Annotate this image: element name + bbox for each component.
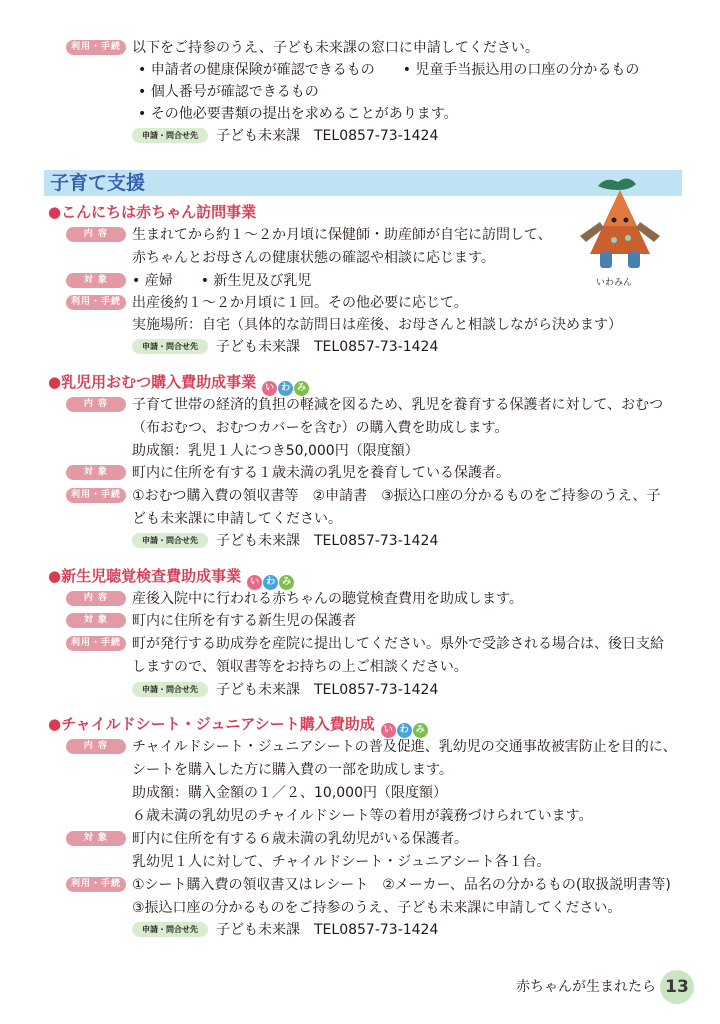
s3-contact-row — [0, 679, 720, 701]
tag-contact: 申請・問合せ先 — [132, 339, 208, 354]
s3-procedure-row — [0, 633, 720, 655]
top-bullet-3: • その他必要書類の提出を求めることがあります。 — [138, 106, 458, 122]
heading-baby-visit: ●こんにちは赤ちゃん訪問事業 — [48, 203, 257, 221]
s2-content-1: 子育て世帯の経済的負担の軽減を図るため、乳児を養育する保護者に対して、おむつ — [132, 397, 664, 413]
s1-target-row — [0, 270, 720, 292]
top-bullet-row — [0, 59, 720, 81]
heading-text: ●乳児用おむつ購入費助成事業 — [48, 373, 257, 391]
s2-contact-text: 子ども未来課 TEL0857-73-1424 — [216, 533, 439, 549]
tag-content: 内 容 — [66, 591, 126, 606]
s3-contact-text: 子ども未来課 TEL0857-73-1424 — [216, 682, 439, 698]
tag-target: 対 象 — [66, 613, 126, 628]
tag-contact: 申請・問合せ先 — [132, 922, 208, 937]
s4-content-row — [0, 759, 720, 781]
s1-content-2: 赤ちゃんとお母さんの健康状態の確認や相談に応じます。 — [132, 250, 495, 266]
mascot-name: いわみん — [596, 278, 633, 288]
tag-contact: 申請・問合せ先 — [132, 682, 208, 697]
iwami-badge-icon: い わ み — [262, 374, 310, 391]
s1-procedure-1: 出産後約１～２か月頃に１回。その他必要に応じて。 — [132, 295, 468, 311]
heading-child-seat-subsidy — [48, 713, 429, 735]
s2-target-row — [0, 462, 720, 484]
tag-contact: 申請・問合せ先 — [132, 128, 208, 143]
s3-procedure-2: しますので、領収書等をお持ちの上ご相談ください。 — [132, 659, 468, 675]
s4-content-row — [0, 782, 720, 804]
s2-content-row — [0, 440, 720, 462]
s2-procedure-1: ①おむつ購入費の領収書等 ②申請書 ③振込口座の分かるものをご持参のうえ、子 — [132, 488, 661, 504]
s4-procedure-1: ①シート購入費の領収書又はレシート ②メーカー、品名の分かるもの(取扱説明書等) — [132, 877, 671, 893]
iwami-badge-icon: い わ み — [247, 568, 295, 585]
page-number: 13 — [660, 970, 694, 1004]
s4-target-1: 町内に住所を有する６歳未満の乳幼児がいる保護者。 — [132, 831, 468, 847]
s4-content-3: 助成額：購入金額の１／２、10,000円（限度額） — [132, 785, 447, 801]
s4-content-4: ６歳未満の乳幼児のチャイルドシート等の着用が義務づけられています。 — [132, 808, 593, 824]
s1-content-row — [0, 224, 720, 246]
s1-contact-text: 子ども未来課 TEL0857-73-1424 — [216, 339, 439, 355]
top-bullet-2: • 個人番号が確認できるもの — [138, 84, 319, 100]
s1-procedure-2: 実施場所：自宅（具体的な訪問日は産後、お母さんと相談しながら決めます） — [132, 317, 622, 333]
s1-target-1: • 産婦 • 新生児及び乳児 — [132, 273, 312, 289]
s2-target-1: 町内に住所を有する１歳未満の乳児を養育している保護者。 — [132, 465, 510, 481]
s2-procedure-row — [0, 485, 720, 507]
s4-content-row — [0, 736, 720, 758]
top-bullet-row — [0, 103, 720, 125]
s4-procedure-2: ③振込口座の分かるものをご持参のうえ、子ども未来課に申請してください。 — [132, 900, 622, 916]
s2-content-row — [0, 394, 720, 416]
heading-text: ●チャイルドシート・ジュニアシート購入費助成 — [48, 715, 375, 733]
s4-procedure-row — [0, 897, 720, 919]
s1-procedure-row — [0, 292, 720, 314]
top-bullet-row — [0, 81, 720, 103]
s4-content-2: シートを購入した方に購入費の一部を助成します。 — [132, 762, 453, 778]
top-procedure-text: 以下をご持参のうえ、子ども未来課の窓口に申請してください。 — [132, 40, 539, 56]
heading-diaper-subsidy — [48, 371, 310, 393]
s1-content-row — [0, 247, 720, 269]
tag-target: 対 象 — [66, 465, 126, 480]
tag-procedure: 利用・手続 — [66, 488, 126, 503]
heading-text: ●新生児聴覚検査費助成事業 — [48, 567, 242, 585]
tag-target: 対 象 — [66, 831, 126, 846]
tag-target: 対 象 — [66, 273, 126, 288]
s4-content-row — [0, 805, 720, 827]
top-bullet-1: • 申請者の健康保険が確認できるもの • 児童手当振込用の口座の分かるもの — [138, 62, 640, 78]
s3-procedure-row — [0, 656, 720, 678]
s3-target-1: 町内に住所を有する新生児の保護者 — [132, 613, 356, 629]
s3-procedure-1: 町が発行する助成券を産院に提出してください。県外で受診される場合は、後日支給 — [132, 636, 664, 652]
heading-hearing-test-subsidy — [48, 565, 295, 587]
s3-content-row — [0, 588, 720, 610]
s2-content-row — [0, 417, 720, 439]
top-procedure-row — [0, 37, 720, 59]
top-contact-text: 子ども未来課 TEL0857-73-1424 — [216, 128, 439, 144]
s4-target-row — [0, 851, 720, 873]
s2-procedure-2: ども未来課に申請してください。 — [132, 511, 342, 527]
iwami-badge-icon: い わ み — [381, 716, 429, 733]
tag-procedure: 利用・手続 — [66, 295, 126, 310]
s2-contact-row — [0, 530, 720, 552]
s4-target-2: 乳幼児１人に対して、チャイルドシート・ジュニアシート各１台。 — [132, 854, 551, 870]
s2-procedure-row — [0, 508, 720, 530]
s4-target-row — [0, 828, 720, 850]
s2-content-3: 助成額：乳児１人につき50,000円（限度額） — [132, 443, 419, 459]
top-contact-row — [0, 125, 720, 147]
s1-content-1: 生まれてから約１～２か月頃に保健師・助産師が自宅に訪問して、 — [132, 227, 552, 243]
s4-content-1: チャイルドシート・ジュニアシートの普及促進、乳幼児の交通事故被害防止を目的に、 — [132, 739, 677, 755]
s2-content-2: （布おむつ、おむつカバーを含む）の購入費を助成します。 — [132, 420, 509, 436]
tag-procedure: 利用・手続 — [66, 40, 126, 55]
s1-contact-row — [0, 336, 720, 358]
s3-content-1: 産後入院中に行われる赤ちゃんの聴覚検査費用を助成します。 — [132, 591, 523, 607]
s4-contact-text: 子ども未来課 TEL0857-73-1424 — [216, 922, 439, 938]
tag-contact: 申請・問合せ先 — [132, 533, 208, 548]
tag-procedure: 利用・手続 — [66, 877, 126, 892]
section-title: 子育て支援 — [50, 172, 146, 194]
s4-procedure-row — [0, 874, 720, 896]
s4-contact-row — [0, 919, 720, 941]
tag-content: 内 容 — [66, 227, 126, 242]
s3-target-row — [0, 610, 720, 632]
footer-section-label: 赤ちゃんが生まれたら — [516, 979, 656, 995]
tag-procedure: 利用・手続 — [66, 636, 126, 651]
s1-procedure-row — [0, 314, 720, 336]
tag-content: 内 容 — [66, 397, 126, 412]
tag-content: 内 容 — [66, 739, 126, 754]
